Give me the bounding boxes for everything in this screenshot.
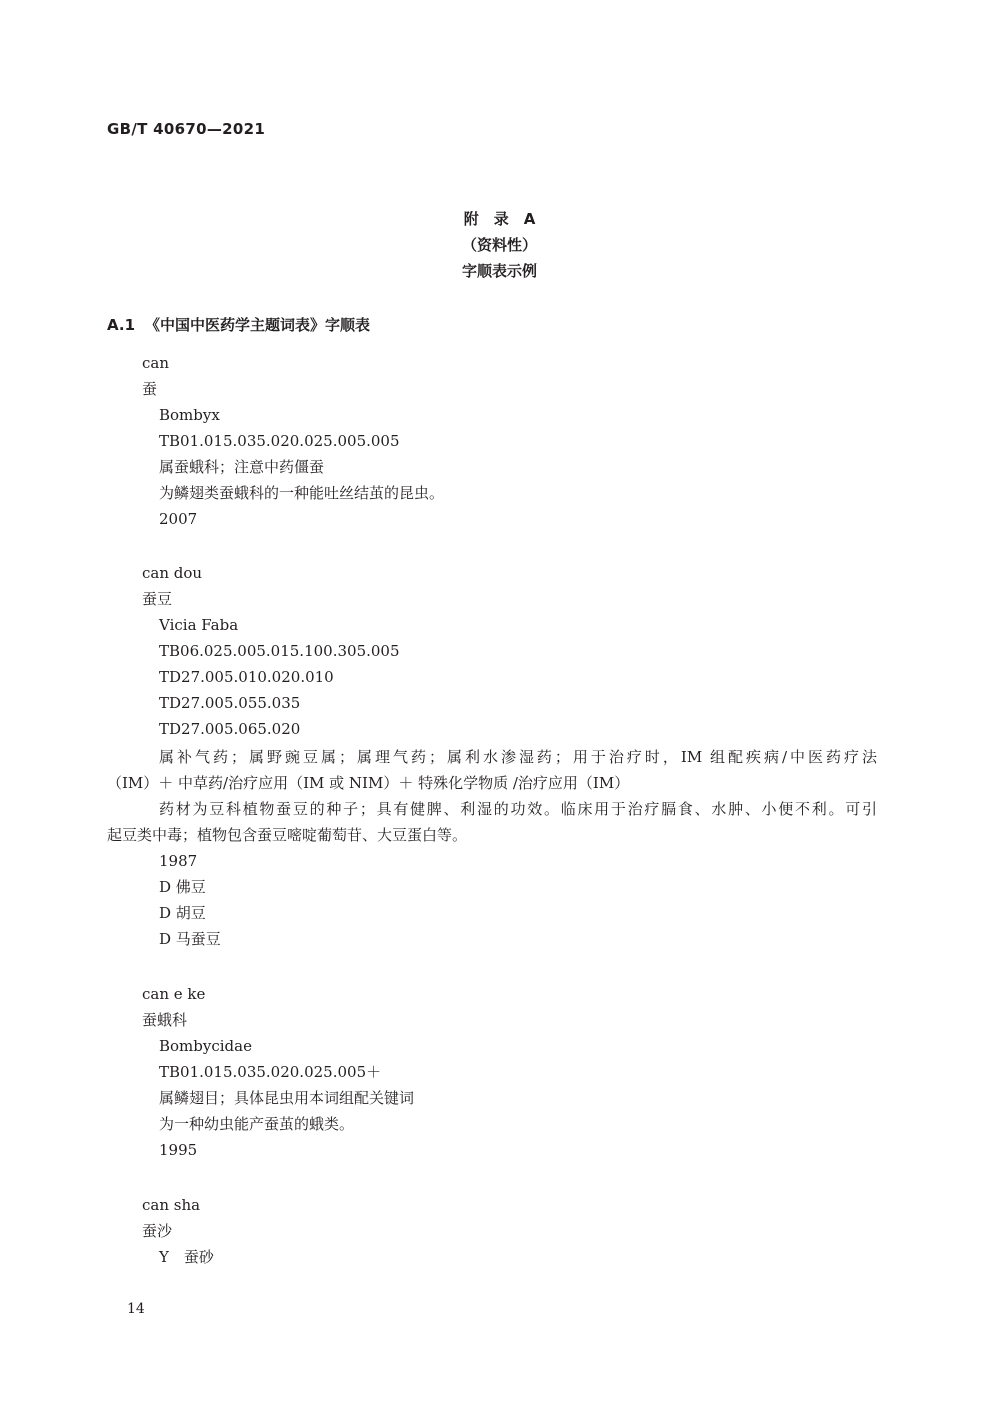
entry-synonym: D 胡豆: [159, 904, 206, 922]
entry-english: Bombyx: [159, 406, 220, 424]
entry-pinyin: can sha: [142, 1196, 201, 1214]
entry-term: 蚕蛾科: [142, 1011, 188, 1029]
entry-synonym: D 马蚕豆: [159, 930, 221, 948]
entry-code: TB01.015.035.020.025.005＋: [159, 1063, 382, 1081]
entry-year: 1987: [159, 852, 198, 870]
entry-year: 2007: [159, 510, 198, 528]
entry-synonym: D 佛豆: [159, 878, 206, 896]
entry-note: 属鳞翅目；具体昆虫用本词组配关键词: [159, 1089, 415, 1107]
entry-pinyin: can dou: [142, 564, 203, 582]
entry-code: TD27.005.065.020: [159, 720, 301, 738]
entry-pinyin: can e ke: [142, 985, 206, 1003]
entry-note: 属补气药；属野豌豆属；属理气药；属利水渗湿药；用于治疗时，IM 组配疾病/中医药疗法: [159, 748, 877, 766]
entry-code: TD27.005.055.035: [159, 694, 301, 712]
appendix-name: 字顺表示例: [461, 262, 537, 280]
section-number: A.1: [107, 316, 136, 334]
entry-definition: 为一种幼虫能产蚕茧的蛾类。: [159, 1115, 355, 1133]
entry-definition: 为鳞翅类蚕蛾科的一种能吐丝结茧的昆虫。: [159, 484, 445, 502]
entry-term: 蚕: [142, 380, 158, 398]
appendix-nature: （资料性）: [461, 236, 537, 254]
entry-english: Bombycidae: [159, 1037, 252, 1055]
page-number: 14: [127, 1301, 145, 1317]
entry-code: TB01.015.035.020.025.005.005: [159, 432, 400, 450]
entry-term: 蚕豆: [142, 590, 173, 608]
entry-note-continued: （IM）＋ 中草药/治疗应用（IM 或 NIM）＋ 特殊化学物质 /治疗应用（IM）: [107, 774, 630, 792]
section-title: 《中国中医药学主题词表》字顺表: [145, 316, 371, 334]
entry-code: TB06.025.005.015.100.305.005: [159, 642, 400, 660]
entry-english: Vicia Faba: [159, 616, 239, 634]
entry-code: TD27.005.010.020.010: [159, 668, 334, 686]
appendix-title: 附 录 A: [463, 210, 536, 228]
entry-definition: 药材为豆科植物蚕豆的种子；具有健脾、利湿的功效。临床用于治疗膈食、水肿、小便不利。可引: [159, 800, 877, 818]
entry-pinyin: can: [142, 354, 170, 372]
entry-definition-continued: 起豆类中毒；植物包含蚕豆嘧啶葡萄苷、大豆蛋白等。: [107, 826, 468, 844]
standard-code: GB/T 40670—2021: [107, 120, 266, 138]
section-heading: [107, 314, 370, 335]
entry-year: 1995: [159, 1141, 198, 1159]
entry-term: 蚕沙: [142, 1222, 173, 1240]
entry-use-reference: Y 蚕砂: [159, 1248, 214, 1266]
entry-note: 属蚕蛾科；注意中药僵蚕: [159, 458, 325, 476]
